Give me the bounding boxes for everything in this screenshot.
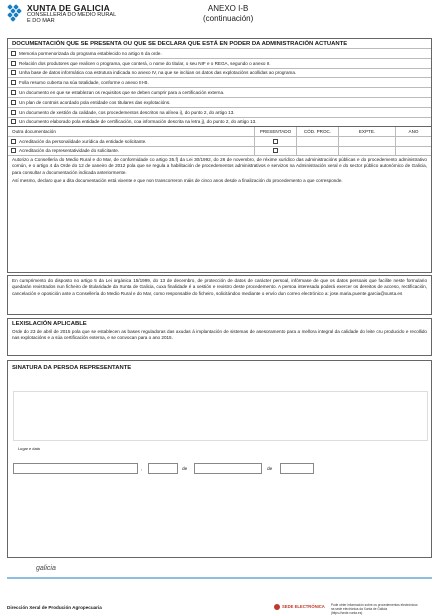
privacy-text: En cumprimento do disposto no artigo 5 da Lei orgánica 15/1999, do 13 de decembro, de protección de datos de carácter persoal, infórmase de que os datos persoais que facilite neste formulario quedarán rexistrados nun ficheiro de titularidade da Xunta de Galicia, cuxa finalidade é a xestión e rexistro deste procedemento. A persoa interesada poderá exercer os dereitos de acceso, rectificación, cancelación e oposición ante a Consellería do Medio Rural e do Mar, como responsable do ficheiro, solicitándoo mediante o envío dun correo electrónico a: jose.maria.puente.garcia@xunta.es <box>12 278 427 296</box>
annex-subtitle: (continuación) <box>203 14 254 23</box>
place-date-label: Lugar e data <box>18 446 40 451</box>
brand-subtitle-2: E DO MAR <box>27 17 55 24</box>
brand-subtitle: CONSELLERÍA DO MEDIO RURAL <box>27 11 117 18</box>
other-doc-label: Acreditación da personalidade xurídica da entidade solicitante. <box>19 139 147 145</box>
doc-item-row <box>8 77 431 87</box>
xunta-emblem-icon <box>7 4 23 22</box>
doc-item-row <box>8 97 431 107</box>
xunta-logo <box>7 4 116 25</box>
galicia-logo: galicia <box>36 565 56 572</box>
doc-checkbox[interactable] <box>11 80 16 85</box>
separator-de-2: de <box>267 467 273 472</box>
other-doc-checkbox[interactable] <box>11 139 16 144</box>
sede-name: SEDE ELECTRÓNICA <box>282 604 325 609</box>
file-cell[interactable] <box>338 137 395 145</box>
place-input[interactable] <box>13 463 138 474</box>
privacy-section <box>7 275 432 315</box>
declaration-text: Así mesmo, declaro que a dita documentación está vixente e que non transcorreron máis de cinco anos desde a finalización do procedemento a que corresponde. <box>12 178 343 184</box>
presented-checkbox[interactable] <box>273 139 278 144</box>
doc-item-row <box>8 87 431 97</box>
doc-checkbox[interactable] <box>11 119 16 124</box>
doc-item-label: Folla resumo cuberta na súa totalidade, conforme o anexo III-B. <box>19 80 149 86</box>
proc-code-cell[interactable] <box>296 147 338 155</box>
file-cell[interactable] <box>338 147 395 155</box>
documentation-title: DOCUMENTACIÓN QUE SE PRESENTA OU QUE SE DECLARA QUE ESTÁ EN PODER DA ADMINISTRACIÓN ACTUANTE <box>12 41 348 47</box>
other-docs-table <box>8 126 431 155</box>
year-cell[interactable] <box>395 137 431 145</box>
other-docs-title: Outra documentación <box>12 129 56 135</box>
col-presented: PRESENTADO <box>254 127 296 136</box>
proc-code-cell[interactable] <box>296 137 338 145</box>
col-year: ANO <box>395 127 431 136</box>
year-cell[interactable] <box>395 147 431 155</box>
legislation-section <box>7 318 432 356</box>
documentation-section <box>7 38 432 273</box>
other-doc-checkbox[interactable] <box>11 148 16 153</box>
authorization-text: Autorizo a Consellería do Medio Rural e do Mar, de conformidade co artigo 35.f) da Lei 30/1992, do 26 de novembro, de réxime xurídico das administracións públicas e do procedemento administrativo común, e o artigo 4 da Orde do 12 de xaneiro de 2012 pola que se regula a habilitación de procedementos administrativos e servizos na Administración xeral e do sector público autonómico de Galicia, para consultar a documentación indicada anteriormente. <box>12 157 427 175</box>
col-file: EXPTE. <box>338 127 395 136</box>
doc-item-row <box>8 48 431 58</box>
doc-item-label: Un documento de xestión da calidade, cos procedementos descritos na alínea i), do punto 2, do artigo 13. <box>19 109 235 115</box>
presented-checkbox[interactable] <box>273 148 278 153</box>
legislation-text: Orde do 23 de abril de 2015 pola que se establecen as bases reguladoras das axudas á implantación de sistemas de asesoramento para a mellora integral da calidade do leite cru producido e recollido nas explotacións e a súa certificación externa, e se convocan para o ano 2015. <box>12 329 427 341</box>
doc-checkbox[interactable] <box>11 70 16 75</box>
footer-department: Dirección Xeral de Produción Agropecuaria <box>7 605 102 610</box>
sede-note: Pode obter información sobre os procedementos electrónicos na sede electrónica da Xunta de Galicia (https://sede.xunta.es) <box>330 603 418 615</box>
separator-de: de <box>182 467 188 472</box>
legislation-title: LEXISLACIÓN APLICABLE <box>12 321 87 327</box>
separator-comma: , <box>141 467 143 472</box>
doc-item-label: Relación dos produtores que realicen o programa, que conterá, o nome do titular, o seu NIF e o REGA, segundo o anexo II. <box>19 60 271 66</box>
doc-checkbox[interactable] <box>11 51 16 56</box>
annex-title: ANEXO I-B <box>207 4 249 13</box>
footer-divider <box>7 577 432 579</box>
signature-area[interactable] <box>13 391 428 441</box>
doc-item-label: Un plan de controis acordado pola entidade cos titulares das explotacións. <box>19 99 171 105</box>
footer-sede <box>274 603 419 615</box>
doc-item-row <box>8 68 431 78</box>
doc-item-row <box>8 117 431 127</box>
year-input[interactable] <box>280 463 314 474</box>
other-doc-label: Acreditación da representatividade do solicitante. <box>19 148 120 154</box>
signature-title: SINATURA DA PERSOA REPRESENTANTE <box>12 365 132 371</box>
sede-electronica-icon <box>274 604 280 610</box>
doc-checkbox[interactable] <box>11 90 16 95</box>
doc-item-label: Unha base de datos informática coa estrutura indicada no anexo IV, na que se inclúan os datos das explotacións acollidas ao programa. <box>19 70 297 76</box>
doc-item-label: Un documento elaborado pola entidade de certificación, coa información descrita na letra j), do punto 2, do artigo 13. <box>19 119 257 125</box>
table-row <box>8 146 431 155</box>
month-input[interactable] <box>194 463 262 474</box>
day-input[interactable] <box>148 463 178 474</box>
page-header <box>7 4 432 32</box>
doc-item-label: Un documento en que se establezan os requisitos que se deben cumprir para a certificación externa. <box>19 90 225 96</box>
doc-checkbox[interactable] <box>11 100 16 105</box>
other-docs-header <box>8 127 431 136</box>
doc-checkbox[interactable] <box>11 110 16 115</box>
doc-item-row <box>8 58 431 68</box>
annex-heading <box>203 4 253 24</box>
signature-section <box>7 360 432 558</box>
doc-item-label: Memoria pormenorizada do programa establecido no artigo 6 da orde. <box>19 50 162 56</box>
table-row <box>8 136 431 145</box>
brand-title: XUNTA DE GALICIA <box>27 3 111 13</box>
doc-checkbox[interactable] <box>11 61 16 66</box>
col-proc-code: CÓD. PROC. <box>296 127 338 136</box>
doc-item-row <box>8 107 431 117</box>
